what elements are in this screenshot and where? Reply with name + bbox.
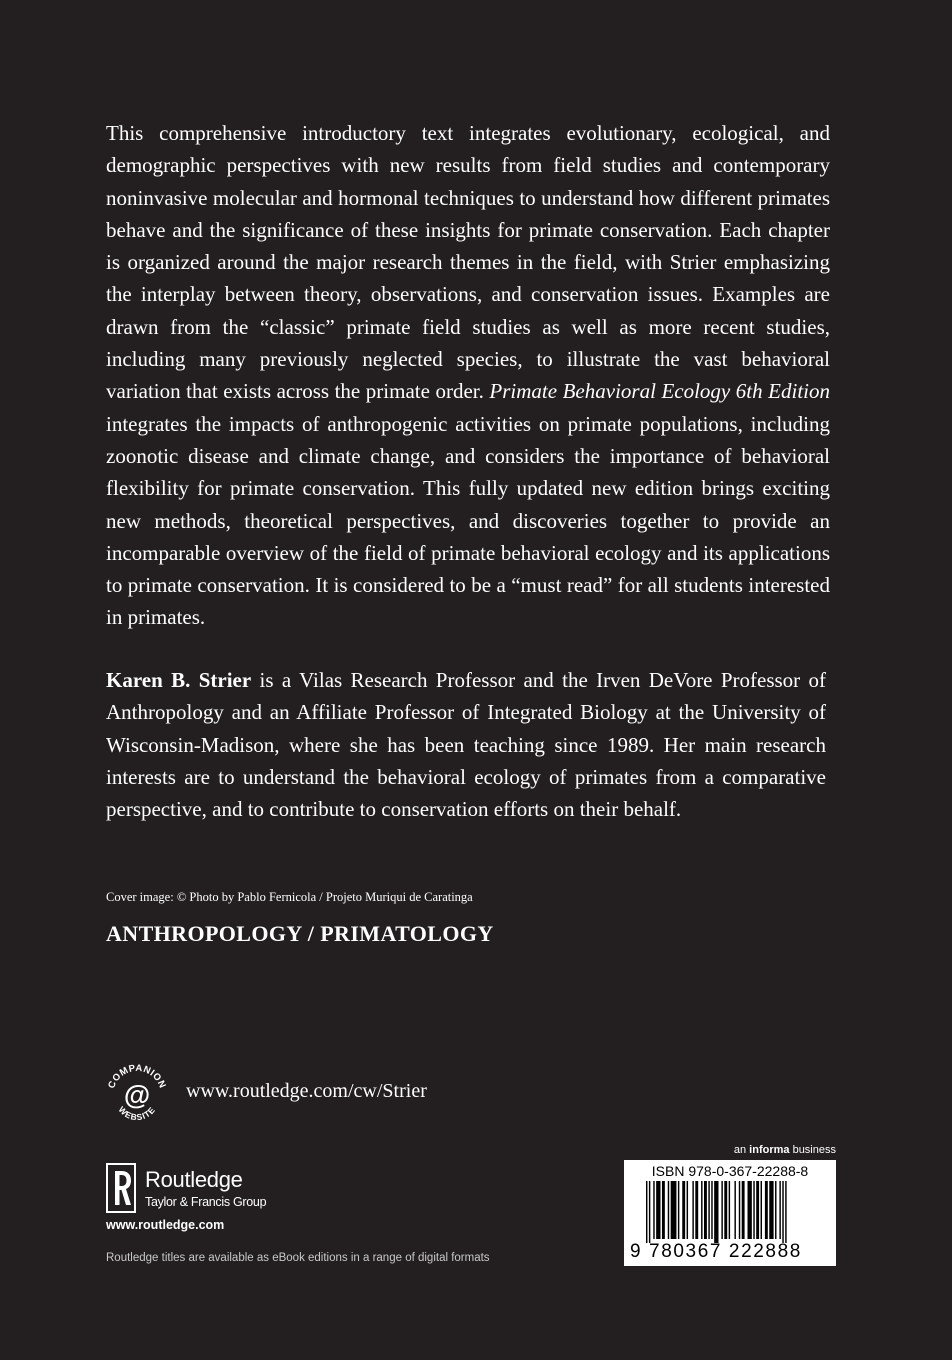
- barcode-bar: [753, 1181, 754, 1239]
- barcode-bar: [769, 1181, 773, 1239]
- barcode-bar: [656, 1181, 660, 1239]
- barcode-bar: [729, 1181, 730, 1239]
- barcode-bar: [711, 1181, 712, 1239]
- barcode-bar: [775, 1181, 776, 1239]
- barcode-bar: [704, 1181, 707, 1239]
- barcode-bar: [739, 1181, 740, 1239]
- cover-image-credit: Cover image: © Photo by Pablo Fernicola / Projeto Muriqui de Caratinga: [106, 890, 473, 904]
- description-text-2: integrates the impacts of anthropogenic activities on primate populations, including zoonotic disease and climate change, and considers the importance of behavioral flexibility for primate conservation. This fully updated new edition brings exciting new methods, theoretical perspectives, and discoveries together to provide an incomparable overview of the field of primate behavioral ecology and its applications to primate conservation. It is considered to be a “must read” for all students interested in primates.: [106, 411, 830, 630]
- barcode-bar: [714, 1181, 718, 1243]
- barcode-bar: [734, 1181, 735, 1239]
- companion-website-icon: [104, 1062, 170, 1128]
- informa-business-tag: [734, 1144, 836, 1156]
- at-symbol: @: [123, 1080, 151, 1110]
- barcode-bar: [668, 1181, 669, 1239]
- routledge-logo-icon: [106, 1163, 136, 1213]
- ebook-availability-note: Routledge titles are available as eBook editions in a range of digital formats: [106, 1252, 490, 1264]
- barcode-bar: [724, 1181, 727, 1239]
- publisher-website: www.routledge.com: [106, 1218, 225, 1232]
- barcode-bar: [785, 1181, 786, 1243]
- barcode-bar: [695, 1181, 698, 1239]
- barcode-bar: [765, 1181, 768, 1239]
- companion-badge-bottom-text: WEBSITE: [116, 1104, 158, 1123]
- barcode-bar: [748, 1181, 752, 1239]
- barcode-bar: [756, 1181, 759, 1239]
- author-bio-text: is a Vilas Research Professor and the Irven DeVore Professor of Anthropology and an Affiliate Professor of Integrated Biology at the University of Wisconsin-Madison, where she has been teaching since 1989. Her main research interests are to understand the behavioral ecology of primates from a comparative perspective, and to contribute to conservation efforts on their behalf.: [106, 668, 826, 822]
- barcode-bar: [701, 1181, 702, 1239]
- barcode-bar: [687, 1181, 688, 1239]
- companion-badge-top-text: COMPANION: [106, 1062, 168, 1091]
- barcode-bar: [649, 1181, 650, 1243]
- description-text-1: This comprehensive introductory text integrates evolutionary, ecological, and demographic perspectives with new results from field studies and contemporary noninvasive molecular and hormonal techniques to understand how different primates behave and the significance of these insights for primate conservation. Each chapter is organized around the major research themes in the field, with Strier emphasizing the interplay between theory, observations, and conservation issues. Examples are drawn from the “classic” primate field studies as well as more recent studies, including many previously neglected species, to illustrate the vast behavioral variation that exists across the primate order.: [106, 121, 830, 404]
- publisher-name: Routledge: [145, 1167, 243, 1192]
- isbn-label: ISBN 978-0-367-22288-8: [651, 1163, 809, 1179]
- barcode-icon: [630, 1181, 830, 1243]
- description-paragraph: [106, 117, 830, 634]
- barcode-bar: [671, 1181, 677, 1239]
- subject-category: ANTHROPOLOGY / PRIMATOLOGY: [106, 921, 494, 946]
- barcode-bar: [779, 1181, 780, 1239]
- informa-suffix: business: [789, 1144, 836, 1156]
- barcode-bar: [742, 1181, 745, 1239]
- informa-brand: informa: [749, 1144, 790, 1156]
- barcode-bar: [653, 1181, 654, 1239]
- barcode-bar: [646, 1181, 647, 1243]
- barcode-bar: [678, 1181, 679, 1239]
- author-name: Karen B. Strier: [106, 668, 252, 692]
- isbn-barcode-box: [624, 1160, 836, 1266]
- barcode-digits: 9 780367 222888: [630, 1241, 802, 1262]
- barcode-bar: [708, 1181, 709, 1239]
- informa-prefix: an: [733, 1144, 750, 1156]
- barcode-bar: [782, 1181, 783, 1243]
- barcode-bar: [692, 1181, 693, 1239]
- barcode-bar: [721, 1181, 722, 1239]
- barcode-bar: [761, 1181, 762, 1239]
- companion-website-url: www.routledge.com/cw/Strier: [186, 1080, 427, 1102]
- author-bio: [106, 664, 826, 825]
- book-title-italic: Primate Behavioral Ecology 6th Edition: [489, 379, 830, 404]
- barcode-bar: [662, 1181, 665, 1239]
- barcode-bar: [682, 1181, 685, 1239]
- publisher-group: Taylor & Francis Group: [145, 1195, 267, 1209]
